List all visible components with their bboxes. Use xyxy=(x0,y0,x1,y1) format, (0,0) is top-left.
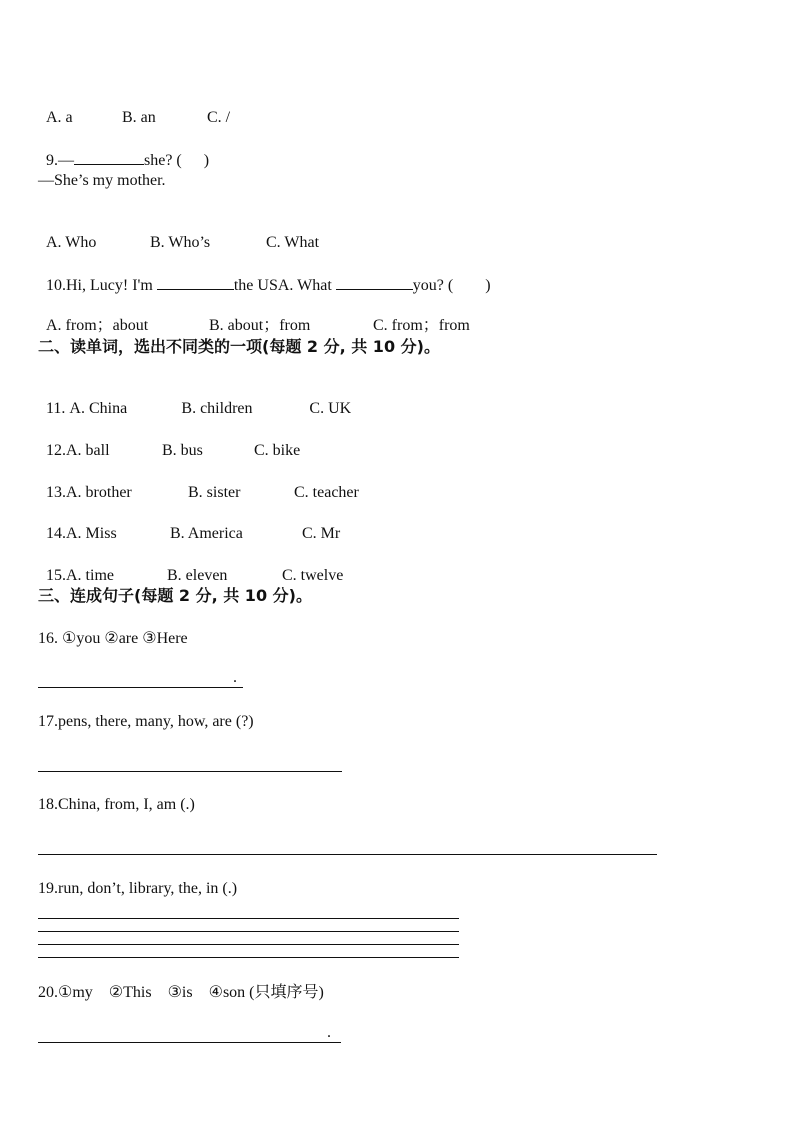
q15-number: 15. xyxy=(46,567,66,584)
q9-blank[interactable] xyxy=(74,150,144,165)
q11-number: 11. xyxy=(46,400,70,417)
q19-answer-line-4[interactable] xyxy=(38,957,459,958)
q13-option-b: B. sister xyxy=(188,484,241,501)
q17-stem: 17.pens, there, many, how, are (?) xyxy=(38,713,254,730)
q20-period: . xyxy=(327,1024,331,1041)
q13-option-c: C. teacher xyxy=(294,484,359,501)
q10-close-paren: ) xyxy=(485,277,491,294)
q10-option-a: A. from；about xyxy=(46,317,149,334)
q8-option-b: B. an xyxy=(122,109,156,126)
q11-option-a: A. China xyxy=(69,400,128,417)
q9-option-a: A. Who xyxy=(46,234,97,251)
q14-option-c: C. Mr xyxy=(302,525,341,542)
q19-stem: 19.run, don’t, library, the, in (.) xyxy=(38,880,238,897)
q14-row xyxy=(38,504,340,544)
q12-row xyxy=(38,421,300,461)
q9-suffix: she? ( xyxy=(144,152,182,169)
q13-row xyxy=(38,463,359,503)
q10-part2: the USA. What xyxy=(233,277,336,294)
q10-part3: you? ( xyxy=(412,277,454,294)
q19-answer-line-1[interactable] xyxy=(38,918,459,919)
q15-option-a: A. time xyxy=(66,567,114,584)
q9-option-b: B. Who’s xyxy=(150,234,211,251)
q14-number: 14. xyxy=(46,525,66,542)
q9-answer-line: —She’s my mother. xyxy=(38,172,166,189)
q14-option-a: A. Miss xyxy=(66,525,117,542)
q10-option-c: C. from；from xyxy=(373,317,470,334)
q16-period: . xyxy=(233,669,237,686)
q8-option-a: A. a xyxy=(46,109,73,126)
q10-blank-2[interactable] xyxy=(336,275,413,290)
q15-row xyxy=(38,546,343,586)
q20-answer-line[interactable] xyxy=(38,1042,341,1043)
q10-part1: 10.Hi, Lucy! I'm xyxy=(46,277,157,294)
q9-prefix: 9.— xyxy=(46,152,74,169)
q10-options xyxy=(38,296,470,336)
q12-number: 12. xyxy=(46,442,66,459)
section-3-heading: 三、连成句子(每题 2 分, 共 10 分)。 xyxy=(38,586,312,605)
q8-options xyxy=(38,88,230,128)
q13-number: 13. xyxy=(46,484,66,501)
q12-option-c: C. bike xyxy=(254,442,301,459)
q10-blank-1[interactable] xyxy=(157,275,234,290)
q9-close-paren: ) xyxy=(203,152,210,169)
q20-stem: 20.①my ②This ③is ④son (只填序号) xyxy=(38,984,324,1001)
q9-stem xyxy=(38,130,209,171)
q18-stem: 18.China, from, I, am (.) xyxy=(38,796,195,813)
q15-option-b: B. eleven xyxy=(167,567,228,584)
q19-answer-line-3[interactable] xyxy=(38,944,459,945)
q11-option-b: B. children xyxy=(181,400,253,417)
q16-answer-line[interactable] xyxy=(38,687,243,688)
q16-stem: 16. ①you ②are ③Here xyxy=(38,630,188,647)
q11-option-c: C. UK xyxy=(309,400,352,417)
q14-option-b: B. America xyxy=(170,525,243,542)
q15-option-c: C. twelve xyxy=(282,567,344,584)
q17-answer-line[interactable] xyxy=(38,771,342,772)
q18-answer-line[interactable] xyxy=(38,854,657,855)
q10-option-b: B. about；from xyxy=(209,317,311,334)
q9-options xyxy=(38,213,319,253)
q10-stem xyxy=(38,255,491,296)
q12-option-a: A. ball xyxy=(66,442,110,459)
q13-option-a: A. brother xyxy=(66,484,132,501)
q8-option-c: C. / xyxy=(207,109,231,126)
q12-option-b: B. bus xyxy=(162,442,203,459)
q9-option-c: C. What xyxy=(266,234,320,251)
q11-row xyxy=(38,379,351,419)
section-2-heading: 二、读单词，选出不同类的一项(每题 2 分, 共 10 分)。 xyxy=(38,337,440,356)
q19-answer-line-2[interactable] xyxy=(38,931,459,932)
